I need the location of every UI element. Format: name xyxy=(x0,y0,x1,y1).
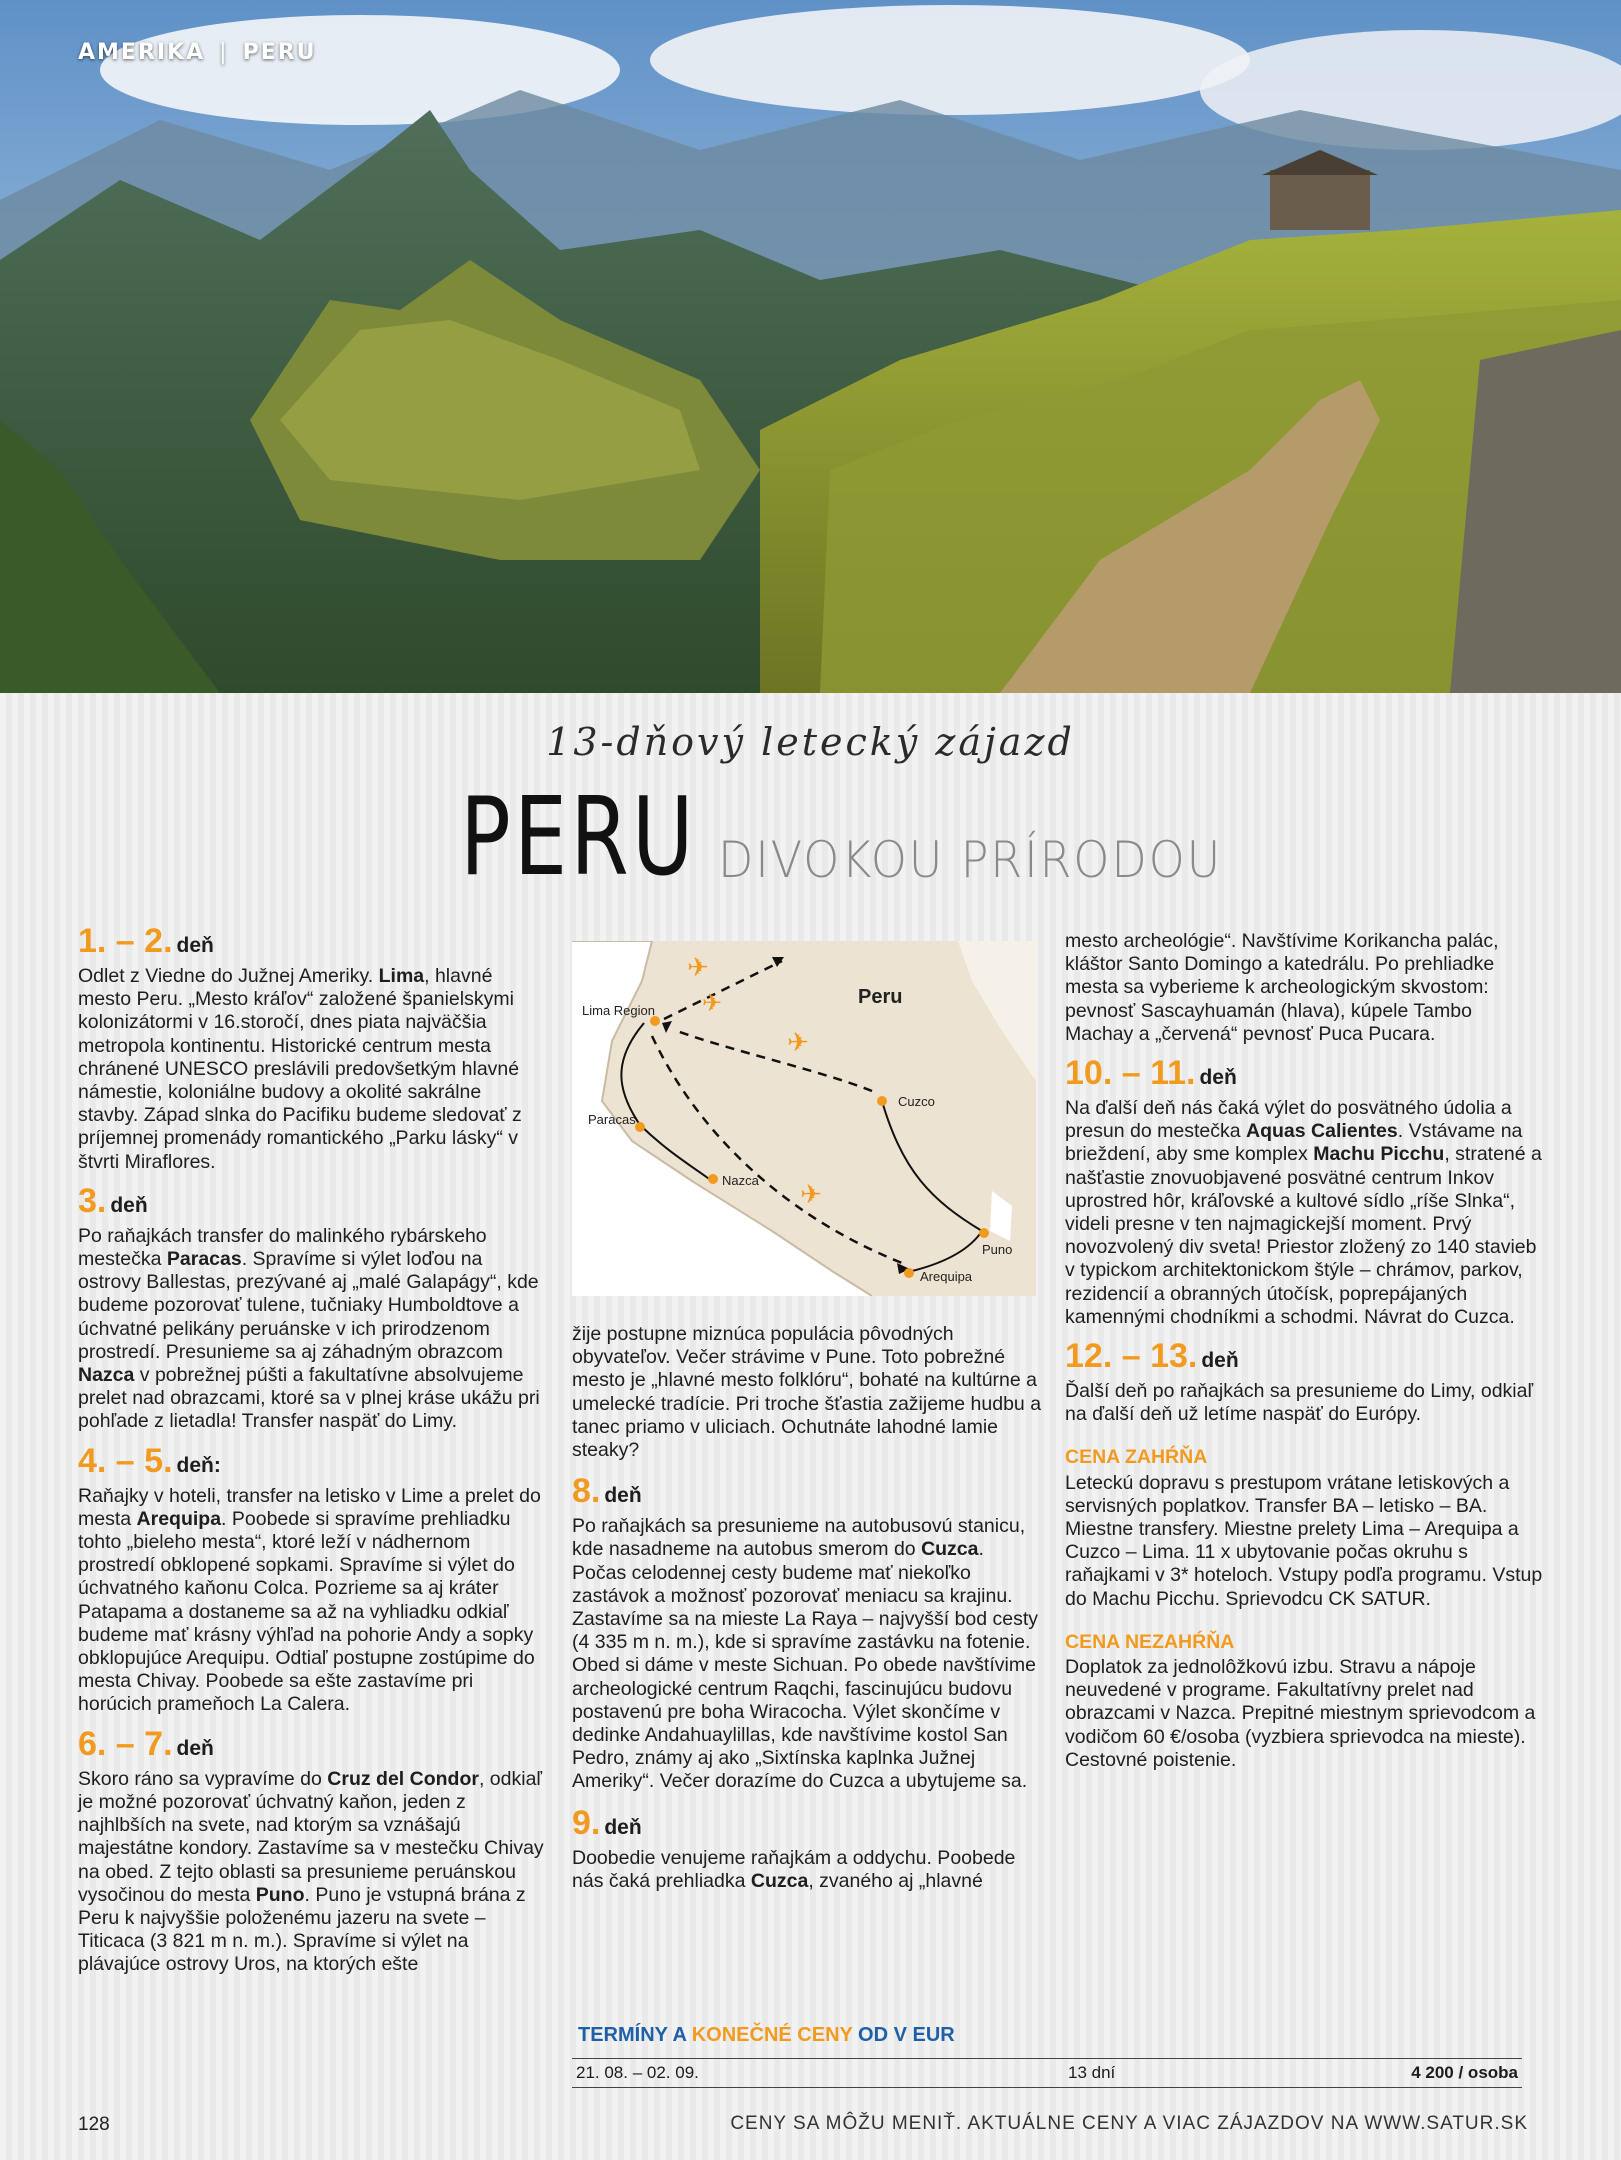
day-number: 9. xyxy=(572,1803,601,1842)
plane-icon: ✈ xyxy=(702,989,723,1017)
breadcrumb-country[interactable]: PERU xyxy=(242,40,317,65)
day-label: deň xyxy=(1201,1349,1239,1373)
route-cuzco-puno-arequipa xyxy=(882,1101,982,1271)
day-number: 4. – 5. xyxy=(78,1441,173,1480)
term-dates: 21. 08. – 02. 09. xyxy=(576,2063,699,2082)
day-label: deň xyxy=(604,1815,642,1839)
neighbor-region xyxy=(958,941,1036,1081)
machu-picchu-illustration xyxy=(0,0,1621,693)
trip-title-block xyxy=(460,775,1223,900)
day-heading xyxy=(572,1803,1042,1845)
day-heading xyxy=(1065,1339,1545,1378)
day-label: deň xyxy=(176,934,214,957)
term-duration: 13 dní xyxy=(1068,2063,1116,2082)
map-city-label: Arequipa xyxy=(920,1269,973,1284)
day-text: žije postupne miznúca populácia pôvodných obyvateľov. Večer strávime v Pune. Toto pobrežné mesto je „hlavné mesto folklóru“, bohaté na kultúrne a umelecké tradície. Pri troche šťastia zažijeme hudbu a tanec priamo v uliciach. Ochutnáte lahodné lamie steaky? xyxy=(572,1323,1042,1462)
breadcrumb-region[interactable]: AMERIKA xyxy=(78,40,206,65)
hero-photo xyxy=(0,0,1621,693)
itinerary-column-3 xyxy=(1065,930,1545,1772)
day-heading xyxy=(572,1474,1042,1513)
day-heading xyxy=(1065,1056,1545,1095)
day-heading xyxy=(78,1441,546,1483)
day-number: 10. – 11. xyxy=(1065,1054,1196,1093)
map-country-label: Peru xyxy=(858,986,903,1008)
table-row[interactable] xyxy=(572,2058,1522,2088)
day-text: Po raňajkách transfer do malinkého rybárskeho mestečka Paracas. Spravíme si výlet loďou na ostrovy Ballestas, prezývané aj „malé Galapágy“, kde budeme pozorovať tulene, tučniaky Humboldtove a úchvatné pelikány peruánske v ich prirodzenom prostredí. Presunieme sa aj záhadným obrazcom Nazca v pobrežnej púšti a fakultatívne absolvujeme prelet nad obrazcami, ktoré sa v plnej kráse ukážu pri pohľade z lietadla! Transfer naspäť do Limy. xyxy=(78,1224,540,1433)
price-includes-heading: CENA ZAHŔŇA xyxy=(1065,1446,1208,1469)
plane-icon: ✈ xyxy=(787,1028,809,1058)
map-city-label: Cuzco xyxy=(898,1094,935,1109)
day-text: mesto archeológie“. Navštívime Korikancha palác, kláštor Santo Domingo a katedrálu. Po prehliadke mesta sa vyberieme k archeologickým skvostom: pevnosť Sascayhuamán (hlava), kúpele Tambo Machay a „červená“ pevnosť Puca Pucara. xyxy=(1065,930,1499,1045)
route-map xyxy=(572,941,1036,1296)
day-label: deň xyxy=(604,1484,642,1508)
route-map-svg xyxy=(572,941,1036,1296)
price-includes-text: Leteckú dopravu s prestupom vrátane letiskových a servisných poplatkov. Transfer BA – letisko – BA. Miestne transfery. Miestne prelety Lima – Arequipa a Cuzco – Lima. 11 x ubytovanie počas okruhu s raňajkami v 3* hoteloch. Vstupy podľa programu. Vstup do Machu Picchu. Sprievodcu CK SATUR. xyxy=(1065,1471,1543,1610)
day-label: deň: xyxy=(176,1453,221,1477)
map-city-label: Lima Region xyxy=(582,1003,655,1018)
day-text: Doobedie venujeme raňajkám a oddychu. Poobede nás čaká prehliadka Cuzca, zvaného aj „hlavné xyxy=(572,1846,1016,1892)
day-label: deň xyxy=(176,1736,214,1760)
page-number: 128 xyxy=(78,2114,110,2135)
itinerary-column-1 xyxy=(78,918,546,1977)
itinerary-column-2 xyxy=(572,1323,1042,1893)
breadcrumb-separator: | xyxy=(219,40,229,65)
day-label: deň xyxy=(1199,1066,1237,1090)
terms-heading: TERMÍNY A KONEČNÉ CENY OD V EUR xyxy=(578,2024,955,2046)
map-city-label: Nazca xyxy=(722,1173,759,1188)
day-text: Na ďalší deň nás čaká výlet do posvätného údolia a presun do mestečka Aquas Calientes. Vstávame na brieždení, aby sme komplex Machu Picchu, stratené a našťastie znovuobjavené posvätné centrum Inkov uprostred hôr, kráľovské a kultové sídlo „ríše Slnka“, videli presne v ten najmagickejší moment. Prvý novozvolený div sveta! Priestor zložený zo 140 stavieb v typickom architektonickom štýle – chrámov, parkov, rezidencií a obranných útočísk, poprepájaných kamennými chodníkmi a schodmi. Návrat do Cuzca. xyxy=(1065,1097,1542,1328)
day-text: Skoro ráno sa vypravíme do Cruz del Condor, odkiaľ je možné pozorovať úchvatný kaňon, jeden z najhlbších na svete, nad ktorým sa vznášajú majestátne kondory. Zastavíme sa v mestečku Chivay na obed. Z tejto oblasti sa presunieme peruánskou vysočinou do mesta Puno. Puno je vstupná brána z Peru k najvyššie položenému jazeru na svete – Titicaca (3 821 m n. m.). Spravíme si výlet na plávajúce ostrovy Uros, na ktorých ešte xyxy=(78,1767,544,1976)
lake-titicaca xyxy=(990,1191,1012,1241)
day-heading xyxy=(78,924,546,963)
day-number: 8. xyxy=(572,1472,601,1511)
day-number: 6. – 7. xyxy=(78,1724,173,1763)
day-text: Po raňajkách sa presunieme na autobusovú stanicu, kde nasadneme na autobus smerom do Cuzca. Počas celodennej cesty budeme mať niekoľko zastávok a možnosť pozorovať meniacu sa krajinu. Zastavíme sa na mieste La Raya – najvyšší bod cesty (4 335 m n. m.), kde si spravíme zastávku na fotenie. Obed si dáme v meste Sichuan. Po obede navštívime archeologické centrum Raqchi, fascinujúcu budovu postavenú pre boha Wiracocha. Výlet skončíme v dedinke Andahuaylillas, kde navštívime kostol San Pedro, známy aj ako „Sixtínska kaplnka Južnej Ameriky“. Večer dorazíme do Cuzca a ubytujeme sa. xyxy=(572,1515,1039,1793)
day-text: Raňajky v hoteli, transfer na letisko v Lime a prelet do mesta Arequipa. Poobede si spravíme prehliadku tohto „bieleho mesta“, ktoré leží v nádhernom prostredí obklopené sopkami. Spravíme si výlet do úchvatného kaňonu Colca. Pozrieme sa aj kráter Patapama a dostaneme sa až na vyhliadku odkiaľ budeme mať krásny výhľad na pohorie Andy a sopky obklopujúce Arequipu. Odtiaľ postupne zostúpime do mesta Chivay. Poobede sa ešte zastavíme pri horúcich prameňoch La Calera. xyxy=(78,1484,541,1716)
trip-tagline: DIVOKOU PRÍRODOU xyxy=(718,831,1223,889)
day-label: deň xyxy=(110,1193,148,1217)
flight-cuzco-lima xyxy=(677,1031,872,1091)
day-number: 12. – 13. xyxy=(1065,1337,1198,1376)
plane-icons xyxy=(687,953,822,1210)
trip-title: PERU xyxy=(460,775,697,900)
day-number: 3. xyxy=(78,1181,107,1220)
flight-lima-out xyxy=(664,961,782,1019)
term-price: 4 200 / osoba xyxy=(1411,2063,1518,2082)
footer-note[interactable]: CENY SA MÔŽU MENIŤ. AKTUÁLNE CENY A VIAC ZÁJAZDOV NA WWW.SATUR.SK xyxy=(730,2113,1528,2134)
price-excludes-text: Doplatok za jednolôžkovú izbu. Stravu a nápoje neuvedené v programe. Fakultatívny prelet nad obrazcami v Nazca. Prepitné miestnym sprievodcom a vodičom 60 €/osoba (vyzbiera sprievodca na mieste). Cestovné poistenie. xyxy=(1065,1656,1536,1771)
terms-table xyxy=(576,2024,1528,2082)
day-heading xyxy=(78,1181,546,1223)
breadcrumb xyxy=(78,40,317,65)
map-city-label: Paracas xyxy=(588,1112,636,1127)
plane-icon: ✈ xyxy=(687,953,709,983)
day-number: 1. – 2. xyxy=(78,922,173,960)
map-city-label: Puno xyxy=(982,1242,1013,1257)
day-text: Odlet z Viedne do Južnej Ameriky. Lima, hlavné mesto Peru. „Mesto kráľov“ založené španielskymi kolonizátormi v 16.storočí, dnes piata najväčšia metropola kontinentu. Historické centrum mesta chránené UNESCO preslávili predovšetkým hlavné námestie, koloniálne budovy a okolité sakrálne stavby. Západ slnka do Pacifiku budeme sledovať z príjemnej promenády romantického „Parku lásky“ v štvrti Miraflores. xyxy=(78,965,522,1173)
plane-icon: ✈ xyxy=(800,1180,822,1210)
trip-subtitle: 13-dňový letecký zájazd xyxy=(546,720,1075,764)
day-heading xyxy=(78,1724,546,1766)
day-text: Ďalší deň po raňajkách sa presunieme do Limy, odkiaľ na ďalší deň už letíme naspäť do Európy. xyxy=(1065,1380,1534,1426)
price-excludes-heading: CENA NEZAHŔŇA xyxy=(1065,1630,1235,1653)
